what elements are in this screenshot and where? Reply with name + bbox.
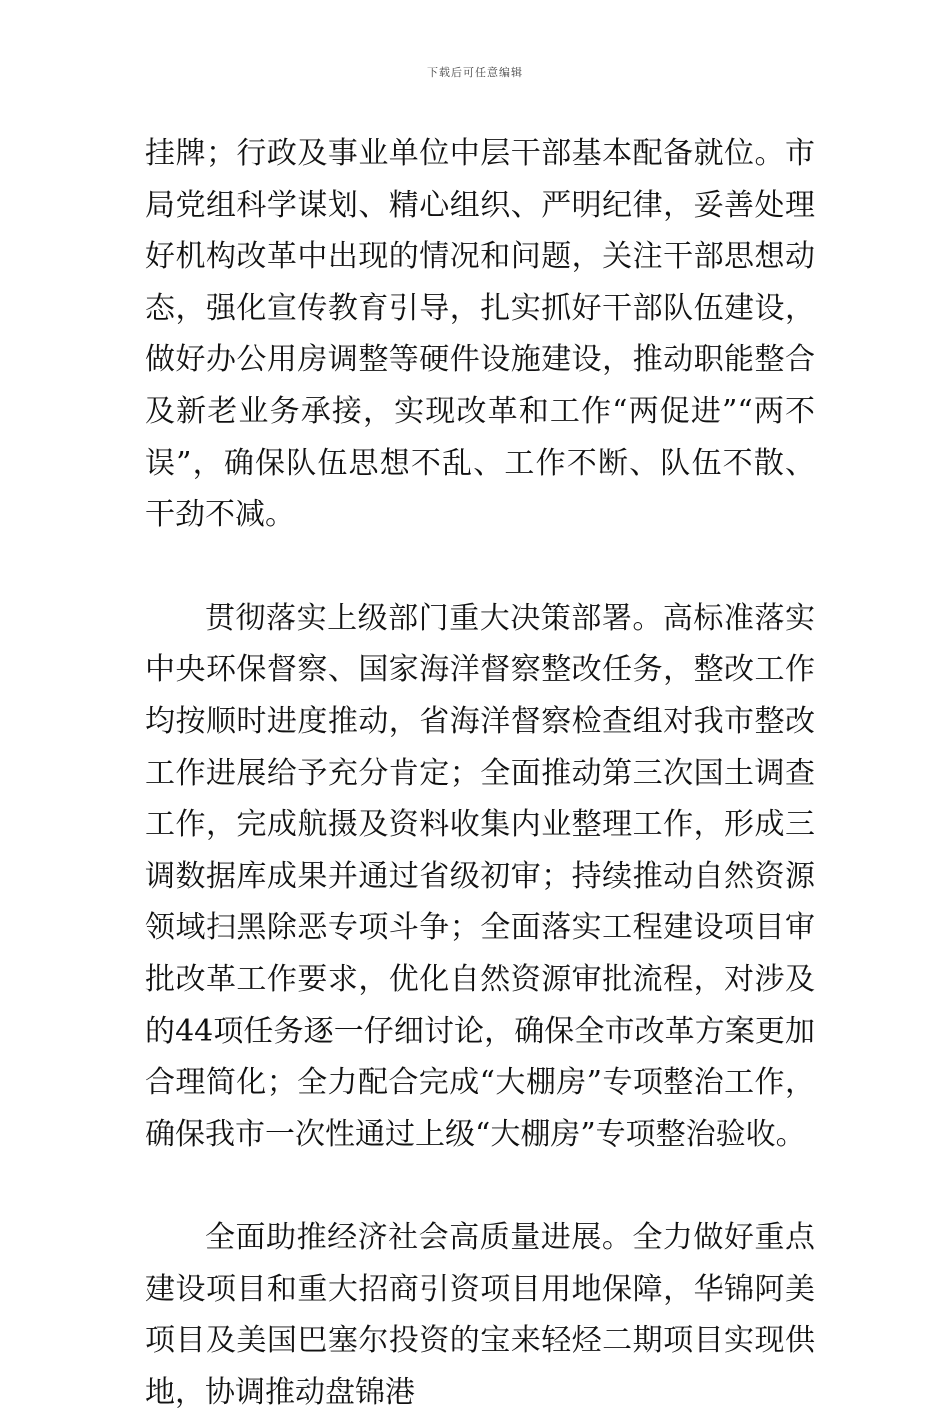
paragraph-1: 挂牌；行政及事业单位中层干部基本配备就位。市局党组科学谋划、精心组织、严明纪律，妥善处理好机构改革中出现的情况和问题，关注干部思想动态，强化宣传教育引导，扎实抓好干部队伍建设，做好办公用房调整等硬件设施建设，推动职能整合及新老业务承接，实现改革和工作“两促进”“两不误”，确保队伍思想不乱、工作不断、队伍不散、干劲不减。 [145, 136, 815, 533]
document-body [145, 128, 815, 1419]
page-header: 下载后可任意编辑 [427, 66, 523, 79]
paragraph-3: 全面助推经济社会高质量进展。全力做好重点建设项目和重大招商引资项目用地保障，华锦阿美项目及美国巴塞尔投资的宝来轻烃二期项目实现供地，协调推动盘锦港 [145, 1220, 815, 1411]
paragraph-2: 贯彻落实上级部门重大决策部署。高标准落实中央环保督察、国家海洋督察整改任务，整改工作均按顺时进度推动，省海洋督察检查组对我市整改工作进展给予充分肯定；全面推动第三次国土调查工作，完成航摄及资料收集内业整理工作，形成三调数据库成果并通过省级初审；持续推动自然资源领域扫黑除恶专项斗争；全面落实工程建设项目审批改革工作要求，优化自然资源审批流程，对涉及的44项任务逐一仔细讨论，确保全市改革方案更加合理简化；全力配合完成“大棚房”专项整治工作，确保我市一次性通过上级“大棚房”专项整治验收。 [145, 600, 815, 1152]
